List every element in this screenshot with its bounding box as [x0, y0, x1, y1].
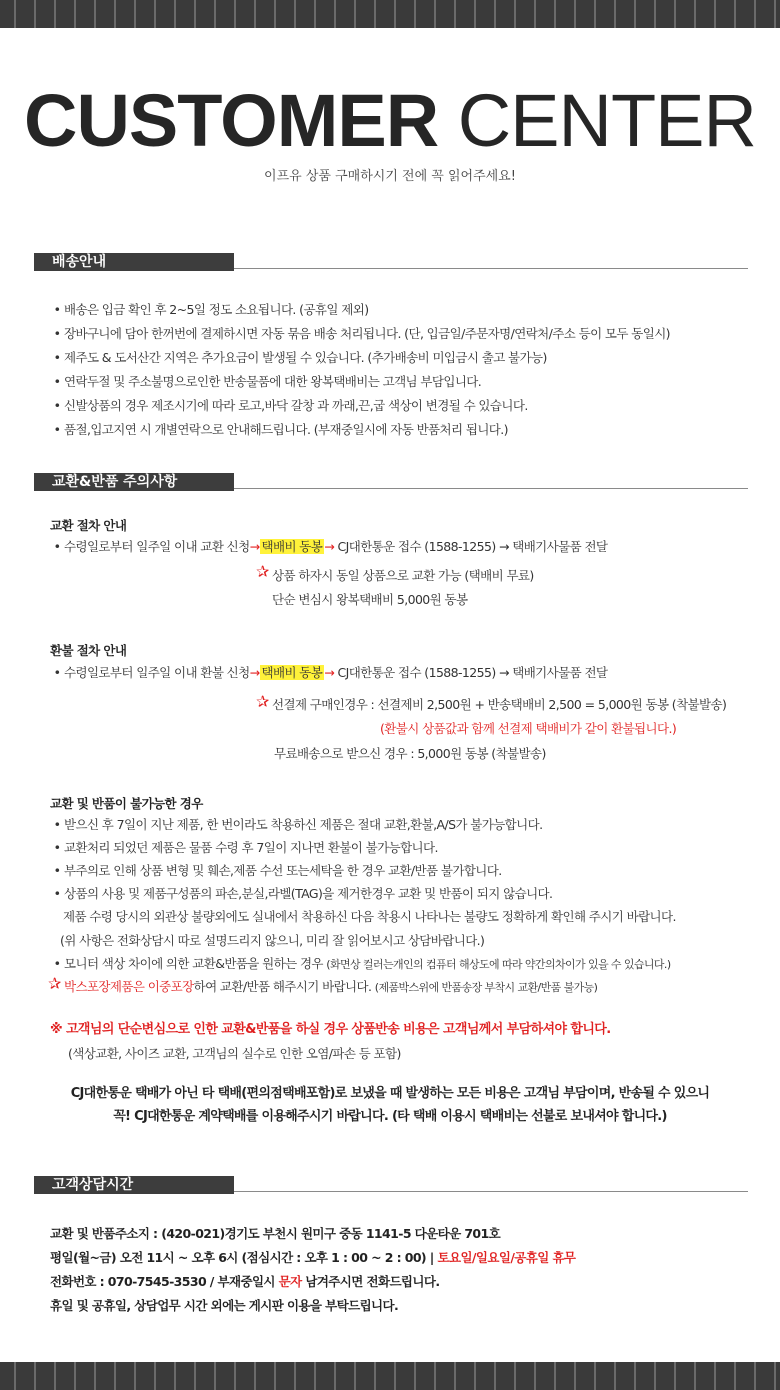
shipping-header-label: 배송안내 [34, 253, 234, 271]
consult-header [34, 1174, 748, 1192]
exchange-note: 상품 하자시 동일 상품으로 교환 가능 (택배비 무료) [272, 568, 534, 583]
arrow-right-icon: → [498, 539, 509, 554]
impossible-title: 교환 및 반품이 불가능한 경우 [50, 796, 203, 811]
shipping-item: • 제주도 & 도서산간 지역은 추가요금이 발생될 수 있습니다. (추가배송비 미입금시 출고 불가능) [50, 350, 547, 366]
star-icon: ✰ [48, 974, 62, 993]
refund-note: 선결제 구매인경우 : 선결제비 2,500원 + 반송택배비 2,500 = 5,000원 동봉 (착불발송) [272, 697, 727, 712]
refund-proc-steps: • 수령일로부터 일주일 이내 환불 신청→ 택배비 동봉 → CJ대한통운 접수 (1588-1255) → 택배기사물품 전달 [50, 665, 607, 681]
bottom-stripe-bar [0, 1362, 780, 1390]
exchange-header [34, 471, 748, 489]
monitor-item: • 모니터 색상 차이에 의한 교환&반품을 원하는 경우 (화면상 컬러는개인의 컴퓨터 해상도에 따라 약간의차이가 있을 수 있습니다.) [50, 956, 671, 973]
consult-hours: 평일(월~금) 오전 11시 ~ 오후 6시 (점심시간 : 오후 1 : 00 ~ 2 : 00) | 토요일/일요일/공휴일 휴무 [50, 1250, 576, 1265]
bullet-dot-icon: • [53, 374, 61, 389]
arrow-right-icon: → [249, 665, 260, 680]
consult-header-label: 고객상담시간 [34, 1176, 234, 1194]
shipping-item: • 품절,입고지연 시 개별연락으로 안내해드립니다. (부재중일시에 자동 반품처리 됩니다.) [50, 422, 508, 438]
cj-notice-line2: 꼭! CJ대한통운 계약택배를 이용해주시기 바랍니다. (타 택배 이용시 택배비는 선불로 보내셔야 합니다.) [113, 1109, 667, 1124]
highlight-shipping-fee: 택배비 동봉 [261, 665, 323, 680]
arrow-right-icon: → [324, 539, 335, 554]
bullet-dot-icon: • [53, 398, 61, 413]
top-stripe-bar [0, 0, 780, 28]
shipping-header [34, 251, 748, 269]
impossible-continued: 제품 수령 당시의 외관상 불량외에도 실내에서 착용하신 다음 착용시 나타나는 불량도 정확하게 확인해 주시기 바랍니다. [63, 909, 676, 924]
box-package-red: 박스포장제품은 이중포장 [64, 979, 194, 994]
exchange-note: 단순 변심시 왕복택배비 5,000원 동봉 [272, 592, 468, 607]
refund-proc-title: 환불 절차 안내 [50, 643, 127, 658]
box-package-item: 박스포장제품은 이중포장하여 교환/반품 해주시기 바랍니다. (제품박스위에 반품송장 부착시 교환/반품 불가능) [64, 979, 598, 994]
exchange-proc-title: 교환 절차 안내 [50, 518, 127, 533]
shipping-item: • 배송은 입금 확인 후 2~5일 정도 소요됩니다. (공휴일 제외) [50, 302, 368, 318]
sms-label: 문자 [278, 1274, 302, 1289]
impossible-continued: (위 사항은 전화상담시 따로 설명드리지 않으니, 미리 잘 읽어보시고 상담바랍니다.) [60, 933, 485, 948]
impossible-item: • 교환처리 되었던 제품은 물품 수령 후 7일이 지나면 환불이 불가능합니다. [50, 840, 438, 856]
consult-board: 휴일 및 공휴일, 상담업무 시간 외에는 게시판 이용을 부탁드립니다. [50, 1298, 399, 1313]
holiday-notice: 토요일/일요일/공휴일 휴무 [437, 1250, 576, 1265]
shipping-item: • 신발상품의 경우 제조시기에 따라 로고,바닥 갈창 과 까래,끈,굽 색상이 변경될 수 있습니다. [50, 398, 528, 414]
page-title [0, 78, 780, 164]
arrow-right-icon: → [249, 539, 260, 554]
shipping-item: • 연락두절 및 주소불명으로인한 반송물품에 대한 왕복택배비는 고객님 부담입니다. [50, 374, 481, 390]
bullet-dot-icon: • [53, 326, 61, 341]
impossible-item: • 받으신 후 7일이 지난 제품, 한 번이라도 착용하신 제품은 절대 교환,환불,A/S가 불가능합니다. [50, 817, 542, 833]
title-bold: CUSTOMER [24, 79, 439, 162]
warning-line: ※ 고객님의 단순변심으로 인한 교환&반품을 하실 경우 상품반송 비용은 고객님께서 부담하셔야 합니다. [50, 1022, 611, 1037]
bullet-dot-icon: • [53, 817, 61, 832]
bullet-dot-icon: • [53, 665, 61, 680]
refund-note-red: (환불시 상품값과 함께 선결제 택배비가 같이 환불됩니다.) [380, 721, 677, 736]
impossible-item: • 상품의 사용 및 제품구성품의 파손,분실,라벨(TAG)을 제거한경우 교환 및 반품이 되지 않습니다. [50, 886, 552, 902]
arrow-right-icon: → [498, 665, 509, 680]
bullet-dot-icon: • [53, 350, 61, 365]
consult-address: 교환 및 반품주소지 : (420-021)경기도 부천시 원미구 중동 1141-5 다운타운 701호 [50, 1226, 501, 1241]
bullet-dot-icon: • [53, 956, 61, 971]
bullet-dot-icon: • [53, 840, 61, 855]
page-subtitle: 이프유 상품 구매하시기 전에 꼭 읽어주세요! [264, 169, 516, 184]
star-icon: ✰ [256, 692, 270, 711]
shipping-item: • 장바구니에 담아 한꺼번에 결제하시면 자동 묶음 배송 처리됩니다. (단, 입금일/주문자명/연락처/주소 등이 모두 동일시) [50, 326, 670, 342]
consult-phone: 전화번호 : 070-7545-3530 / 부재중일시 문자 남겨주시면 전화드립니다. [50, 1274, 440, 1289]
refund-note: 무료배송으로 받으신 경우 : 5,000원 동봉 (착불발송) [274, 746, 546, 761]
warning-sub: (색상교환, 사이즈 교환, 고객님의 실수로 인한 오염/파손 등 포함) [68, 1046, 401, 1061]
impossible-item: • 부주의로 인해 상품 변형 및 훼손,제품 수선 또는세탁을 한 경우 교환/반품 불가합니다. [50, 863, 502, 879]
bullet-dot-icon: • [53, 539, 61, 554]
exchange-header-label: 교환&반품 주의사항 [34, 473, 234, 491]
exchange-proc-steps: • 수령일로부터 일주일 이내 교환 신청→ 택배비 동봉 → CJ대한통운 접수 (1588-1255) → 택배기사물품 전달 [50, 539, 607, 555]
bullet-dot-icon: • [53, 863, 61, 878]
cj-notice-line1: CJ대한통운 택배가 아닌 타 택배(편의점택배포함)로 보냈을 때 발생하는 모든 비용은 고객님 부담이며, 반송될 수 있으니 [70, 1086, 710, 1101]
highlight-shipping-fee: 택배비 동봉 [261, 539, 323, 554]
arrow-right-icon: → [324, 665, 335, 680]
bullet-dot-icon: • [53, 302, 61, 317]
title-light: CENTER [457, 79, 756, 162]
star-icon: ✰ [256, 562, 270, 581]
bullet-dot-icon: • [53, 422, 61, 437]
bullet-dot-icon: • [53, 886, 61, 901]
